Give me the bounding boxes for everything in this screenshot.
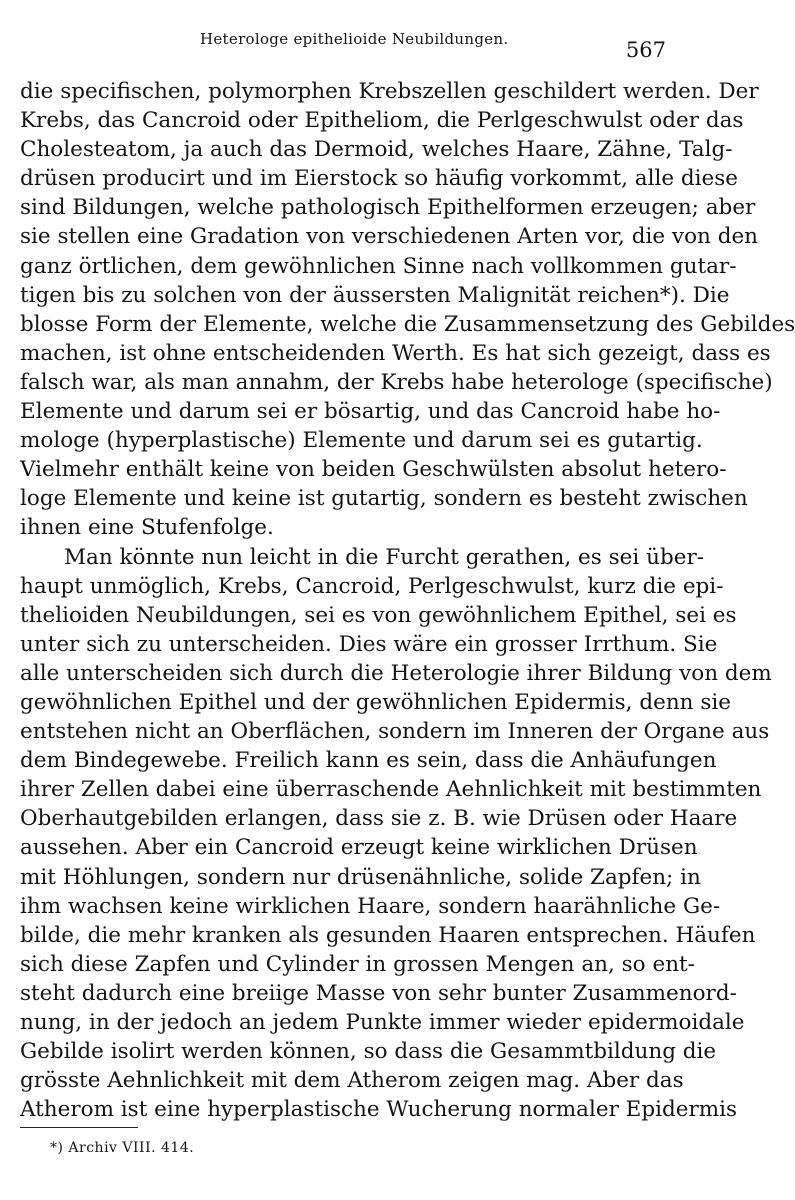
text-line: Krebs, das Cancroid oder Epitheliom, die Perlgeschwulst oder das	[20, 108, 744, 134]
footnote-divider	[20, 1127, 138, 1128]
text-line: die specifischen, polymorphen Krebszellen geschildert werden. Der	[20, 79, 759, 104]
footnote: *) Archiv VIII. 414.	[50, 1140, 195, 1156]
text-line: haupt unmöglich, Krebs, Cancroid, Perlgeschwulst, kurz die epi-	[20, 573, 724, 599]
text-line: blosse Form der Elemente, welche die Zusammensetzung des Gebildes	[20, 311, 795, 337]
text-line: nung, in der jedoch an jedem Punkte immer wieder epidermoidale	[20, 1010, 745, 1035]
text-line: Vielmehr enthält keine von beiden Geschwülsten absolut hetero-	[20, 457, 727, 483]
text-line: Elemente und darum sei er bösartig, und das Cancroid habe ho-	[20, 399, 721, 425]
text-line: sich diese Zapfen und Cylinder in grossen Mengen an, so ent-	[20, 951, 695, 977]
text-line: Man könnte nun leicht in die Furcht gerathen, es sei über-	[64, 544, 704, 570]
text-line: thelioiden Neubildungen, sei es von gewöhnlichem Epithel, sei es	[20, 602, 737, 628]
text-line: bilde, die mehr kranken als gesunden Haaren entsprechen. Häufen	[20, 922, 756, 948]
text-line: loge Elemente und keine ist gutartig, sondern es besteht zwischen	[20, 486, 748, 512]
text-line: drüsen producirt und im Eierstock so häufig vorkommt, alle diese	[20, 166, 739, 192]
text-line: entstehen nicht an Oberflächen, sondern im Inneren der Organe aus	[20, 719, 770, 745]
text-line: dem Bindegewebe. Freilich kann es sein, dass die Anhäufungen	[20, 748, 717, 774]
text-line: aussehen. Aber ein Cancroid erzeugt keine wirklichen Drüsen	[20, 835, 698, 861]
text-line: Gebilde isolirt werden können, so dass die Gesammtbildung die	[20, 1039, 717, 1065]
running-header: Heterologe epithelioide Neubildungen.	[200, 30, 509, 48]
text-line: ihrer Zellen dabei eine überraschende Aehnlichkeit mit bestimmten	[20, 777, 762, 803]
text-line: tigen bis zu solchen von der äussersten Malignität reichen*). Die	[20, 282, 730, 308]
body-text	[20, 77, 795, 1124]
text-line: Cholesteatom, ja auch das Dermoid, welches Haare, Zähne, Talg-	[20, 137, 733, 163]
text-line: steht dadurch eine breiige Masse von sehr bunter Zusammenord-	[20, 980, 737, 1006]
text-line: mologe (hyperplastische) Elemente und darum sei es gutartig.	[20, 428, 703, 454]
text-line: sie stellen eine Gradation von verschiedenen Arten vor, die von den	[20, 224, 759, 250]
text-line: alle unterscheiden sich durch die Heterologie ihrer Bildung von dem	[20, 660, 772, 686]
text-line: machen, ist ohne entscheidenden Werth. Es hat sich gezeigt, dass es	[20, 340, 771, 366]
text-line: falsch war, als man annahm, der Krebs habe heterologe (specifische)	[20, 369, 773, 395]
text-line: mit Höhlungen, sondern nur drüsenähnliche, solide Zapfen; in	[20, 864, 701, 890]
text-line: gewöhnlichen Epithel und der gewöhnlichen Epidermis, denn sie	[20, 689, 732, 715]
page-number: 567	[625, 38, 666, 62]
text-line: grösste Aehnlichkeit mit dem Atherom zeigen mag. Aber das	[20, 1068, 684, 1094]
text-line: Atherom ist eine hyperplastische Wucherung normaler Epidermis	[20, 1097, 738, 1123]
text-line: unter sich zu unterscheiden. Dies wäre ein grosser Irrthum. Sie	[20, 631, 718, 657]
text-line: sind Bildungen, welche pathologisch Epithelformen erzeugen; aber	[20, 195, 756, 221]
text-line: Oberhautgebilden erlangen, dass sie z. B. wie Drüsen oder Haare	[20, 806, 738, 832]
text-line: ihm wachsen keine wirklichen Haare, sondern haarähnliche Ge-	[20, 893, 721, 919]
text-line: ganz örtlichen, dem gewöhnlichen Sinne nach vollkommen gutar-	[20, 253, 737, 279]
text-line: ihnen eine Stufenfolge.	[20, 515, 274, 541]
